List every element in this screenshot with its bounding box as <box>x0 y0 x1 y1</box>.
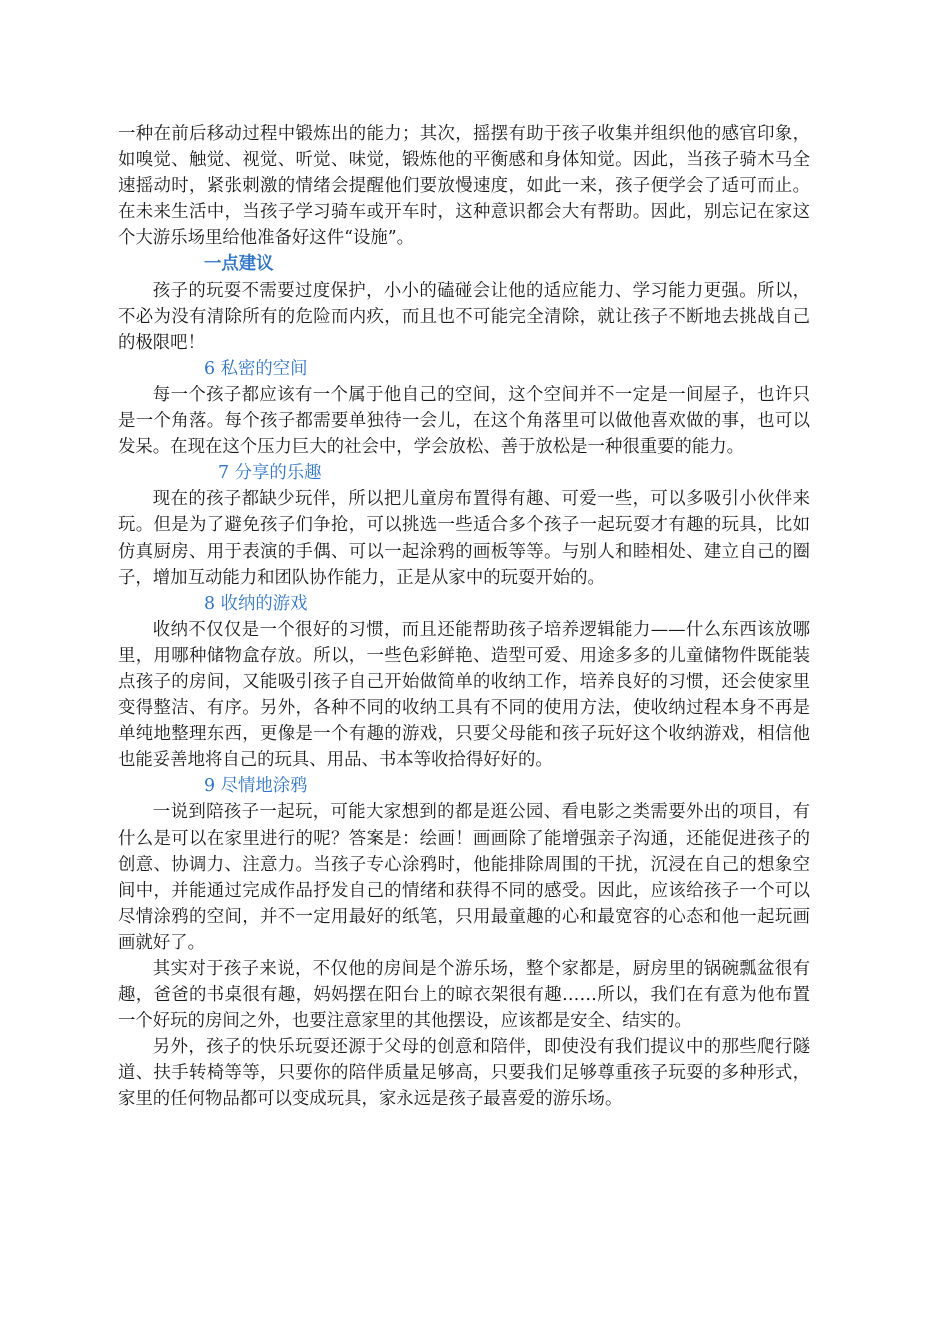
paragraph-conclusion: 另外，孩子的快乐玩耍还源于父母的创意和陪伴，即使没有我们提议中的那些爬行隧道、扶手转椅等等，只要你的陪伴质量足够高，只要我们足够尊重孩子玩耍的多种形式，家里的任何物品都可以变成玩具，家永远是孩子最喜爱的游乐场。 <box>118 1037 810 1110</box>
paragraph-sharing-fun: 现在的孩子都缺少玩伴，所以把儿童房布置得有趣、可爱一些，可以多吸引小伙伴来玩。但是为了避免孩子们争抢，可以挑选一些适合多个孩子一起玩耍才有趣的玩具，比如仿真厨房、用于表演的手偶、可以一起涂鸦的画板等等。与别人和睦相处、建立自己的圈子，增加互动能力和团队协作能力，正是从家中的玩耍开始的。 <box>118 489 810 588</box>
heading-doodling: 9 尽情地涂鸦 <box>204 776 308 797</box>
paragraph-private-space: 每一个孩子都应该有一个属于他自己的空间，这个空间并不一定是一间屋子，也许只是一个角落。每个孩子都需要单独待一会儿，在这个角落里可以做他喜欢做的事，也可以发呆。在现在这个压力巨大的社会中，学会放松、善于放松是一种很重要的能力。 <box>118 384 810 458</box>
paragraph-storage-game: 收纳不仅仅是一个很好的习惯，而且还能帮助孩子培养逻辑能力——什么东西该放哪里，用哪种储物盒存放。所以，一些色彩鲜艳、造型可爱、用途多多的儿童储物件既能装点孩子的房间，又能吸引孩子自己开始做简单的收纳工作，培养良好的习惯，还会使家里变得整洁、有序。另外，各种不同的收纳工具有不同的使用方法，使收纳过程本身不再是单纯地整理东西，更像是一个有趣的游戏，只要父母能和孩子玩好这个收纳游戏，相信他也能妥善地将自己的玩具、用品、书本等收拾得好好的。 <box>118 619 810 771</box>
paragraph-suggestion: 孩子的玩耍不需要过度保护，小小的磕碰会让他的适应能力、学习能力更强。所以，不必为没有清除所有的危险而内疚，而且也不可能完全清除，就让孩子不断地去挑战自己的极限吧！ <box>118 280 810 353</box>
paragraph-doodling: 一说到陪孩子一起玩，可能大家想到的都是逛公园、看电影之类需要外出的项目，有什么是可以在家里进行的呢？答案是：绘画！画画除了能增强亲子沟通，还能促进孩子的创意、协调力、注意力。当孩子专心涂鸦时，他能排除周围的干扰，沉浸在自己的想象空间中，并能通过完成作品抒发自己的情绪和获得不同的感受。因此，应该给孩子一个可以尽情涂鸦的空间，并不一定用最好的纸笔，只用最童趣的心和最宽容的心态和他一起玩画画就好了。 <box>118 802 810 953</box>
heading-sharing-fun: 7 分享的乐趣 <box>218 463 322 484</box>
heading-private-space: 6 私密的空间 <box>204 358 308 379</box>
heading-storage-game: 8 收纳的游戏 <box>204 593 308 614</box>
document-body <box>118 121 810 1113</box>
heading-suggestion: 一点建议 <box>204 254 274 275</box>
paragraph-intro: 一种在前后移动过程中锻炼出的能力；其次，摇摆有助于孩子收集并组织他的感官印象，如嗅觉、触觉、视觉、听觉、味觉，锻炼他的平衡感和身体知觉。因此，当孩子骑木马全速摇动时，紧张刺激的情绪会提醒他们要放慢速度，如此一来，孩子便学会了适可而止。在未来生活中，当孩子学习骑车或开车时，这种意识都会大有帮助。因此，别忘记在家这个大游乐场里给他准备好这件“设施”。 <box>118 124 810 249</box>
paragraph-whole-home: 其实对于孩子来说，不仅他的房间是个游乐场，整个家都是，厨房里的锅碗瓢盆很有趣，爸爸的书桌很有趣，妈妈摆在阳台上的晾衣架很有趣……所以，我们在有意为他布置一个好玩的房间之外，也要注意家里的其他摆设，应该都是安全、结实的。 <box>118 959 810 1032</box>
